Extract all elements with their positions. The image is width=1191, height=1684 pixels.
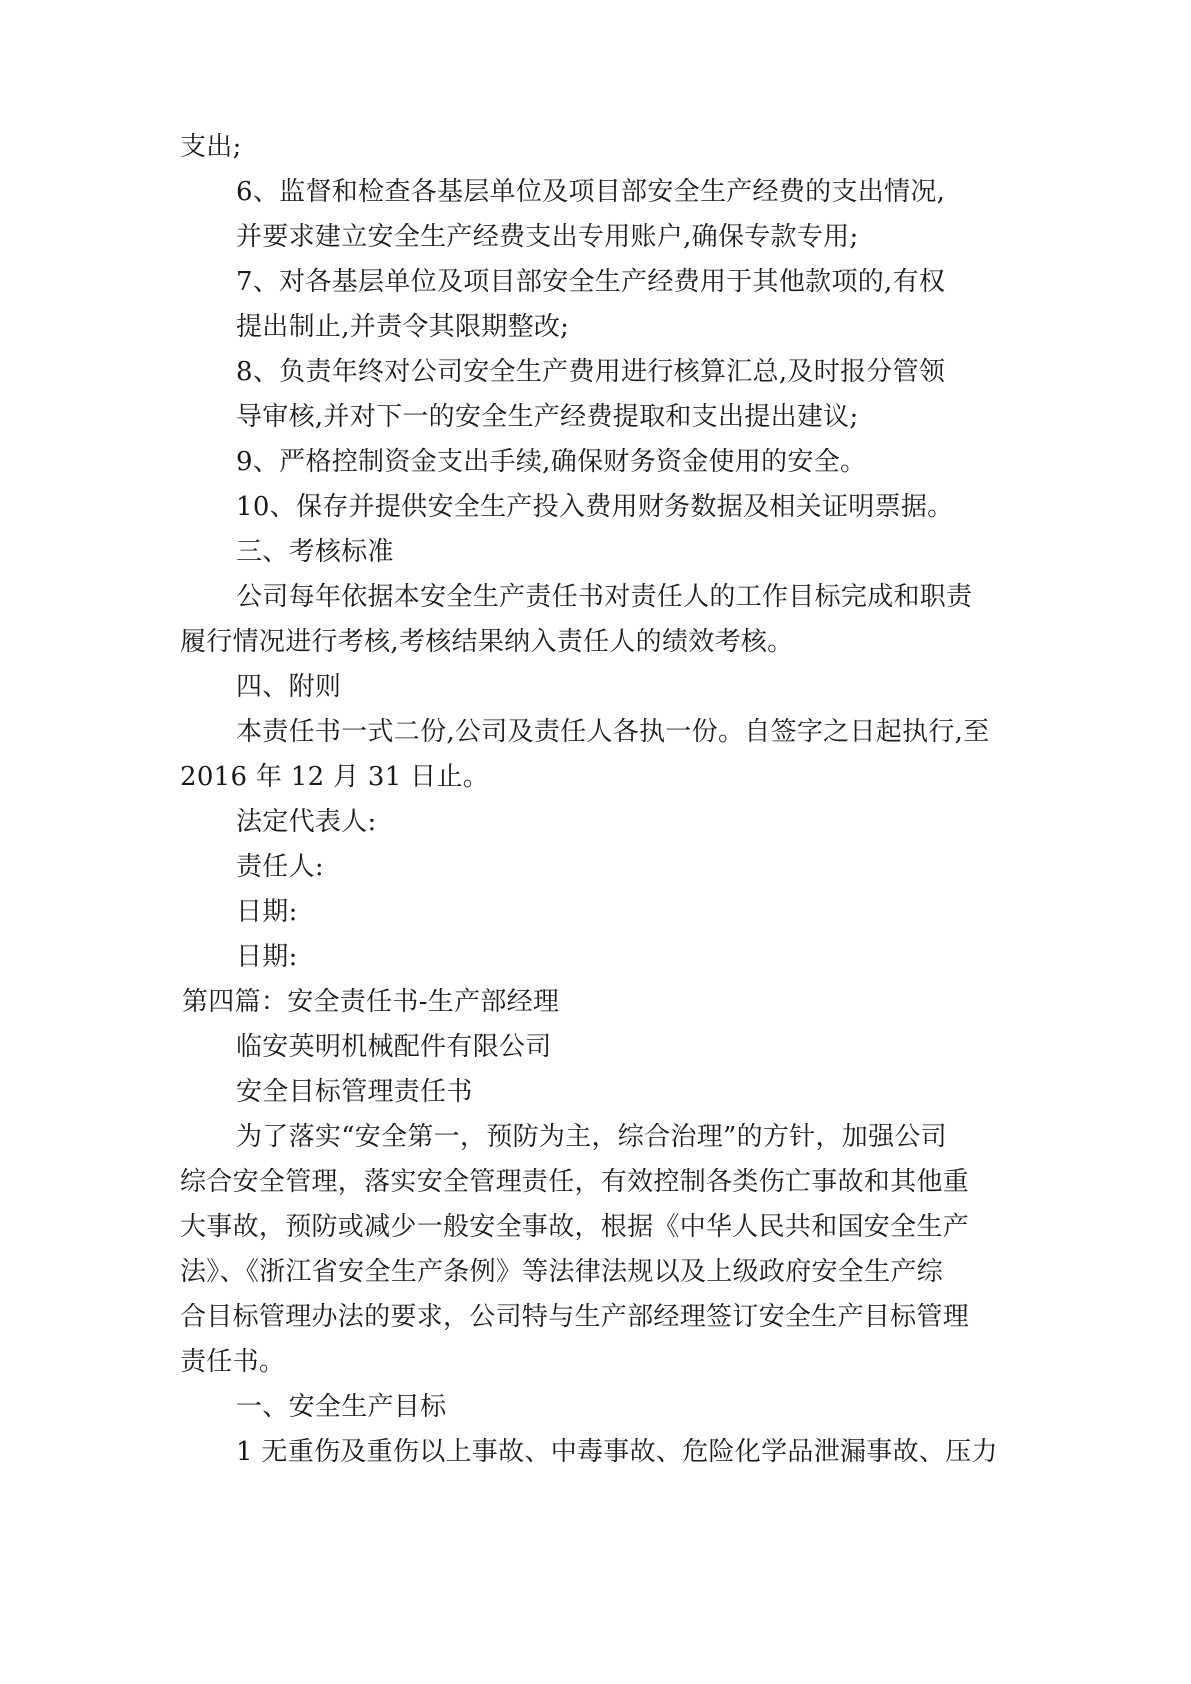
text-line: 合目标管理办法的要求，公司特与生产部经理签订安全生产目标管理 [180, 1302, 970, 1332]
date-label: 日期: [236, 897, 298, 927]
text-line: 大事故，预防或减少一般安全事故，根据《中华人民共和国安全生产 [180, 1212, 970, 1242]
text-line: 提出制止,并责令其限期整改; [236, 312, 570, 342]
section-heading: 一、安全生产目标 [236, 1392, 447, 1422]
text-line: 本责任书一式二份,公司及责任人各执一份。自签字之日起执行,至 [236, 717, 990, 747]
signature-label-responsible-person: 责任人: [236, 852, 324, 882]
text-line: 责任书。 [180, 1347, 286, 1377]
text-line: 7、对各基层单位及项目部安全生产经费用于其他款项的,有权 [236, 267, 946, 297]
text-line: 6、监督和检查各基层单位及项目部安全生产经费的支出情况, [236, 177, 946, 207]
text-line: 综合安全管理，落实安全管理责任，有效控制各类伤亡事故和其他重 [180, 1167, 970, 1197]
text-line: 法》、《浙江省安全生产条例》等法律法规以及上级政府安全生产综 [180, 1257, 944, 1287]
text-line: 公司每年依据本安全生产责任书对责任人的工作目标完成和职责 [236, 582, 973, 612]
text-line: 为了落实“安全第一，预防为主，综合治理”的方针，加强公司 [236, 1122, 947, 1152]
text-line: 履行情况进行考核,考核结果纳入责任人的绩效考核。 [180, 627, 794, 657]
text-line: 9、严格控制资金支出手续,确保财务资金使用的安全。 [236, 447, 867, 477]
chapter-heading: 第四篇：安全责任书-生产部经理 [182, 987, 560, 1017]
text-line: 10、保存并提供安全生产投入费用财务数据及相关证明票据。 [236, 492, 954, 522]
text-line: 支出; [180, 132, 242, 162]
text-line: 8、负责年终对公司安全生产费用进行核算汇总,及时报分管领 [236, 357, 946, 387]
text-line: 导审核,并对下一的安全生产经费提取和支出提出建议; [236, 402, 859, 432]
text-line: 1 无重伤及重伤以上事故、中毒事故、危险化学品泄漏事故、压力 [236, 1437, 998, 1467]
section-heading: 四、附则 [236, 672, 342, 702]
date-label: 日期: [236, 942, 298, 972]
signature-label-legal-rep: 法定代表人: [236, 807, 377, 837]
text-line: 并要求建立安全生产经费支出专用账户,确保专款专用; [236, 222, 859, 252]
company-name: 临安英明机械配件有限公司 [236, 1032, 552, 1062]
section-heading: 三、考核标准 [236, 537, 394, 567]
document-title: 安全目标管理责任书 [236, 1077, 473, 1107]
text-line: 2016 年 12 月 31 日止。 [180, 762, 490, 792]
